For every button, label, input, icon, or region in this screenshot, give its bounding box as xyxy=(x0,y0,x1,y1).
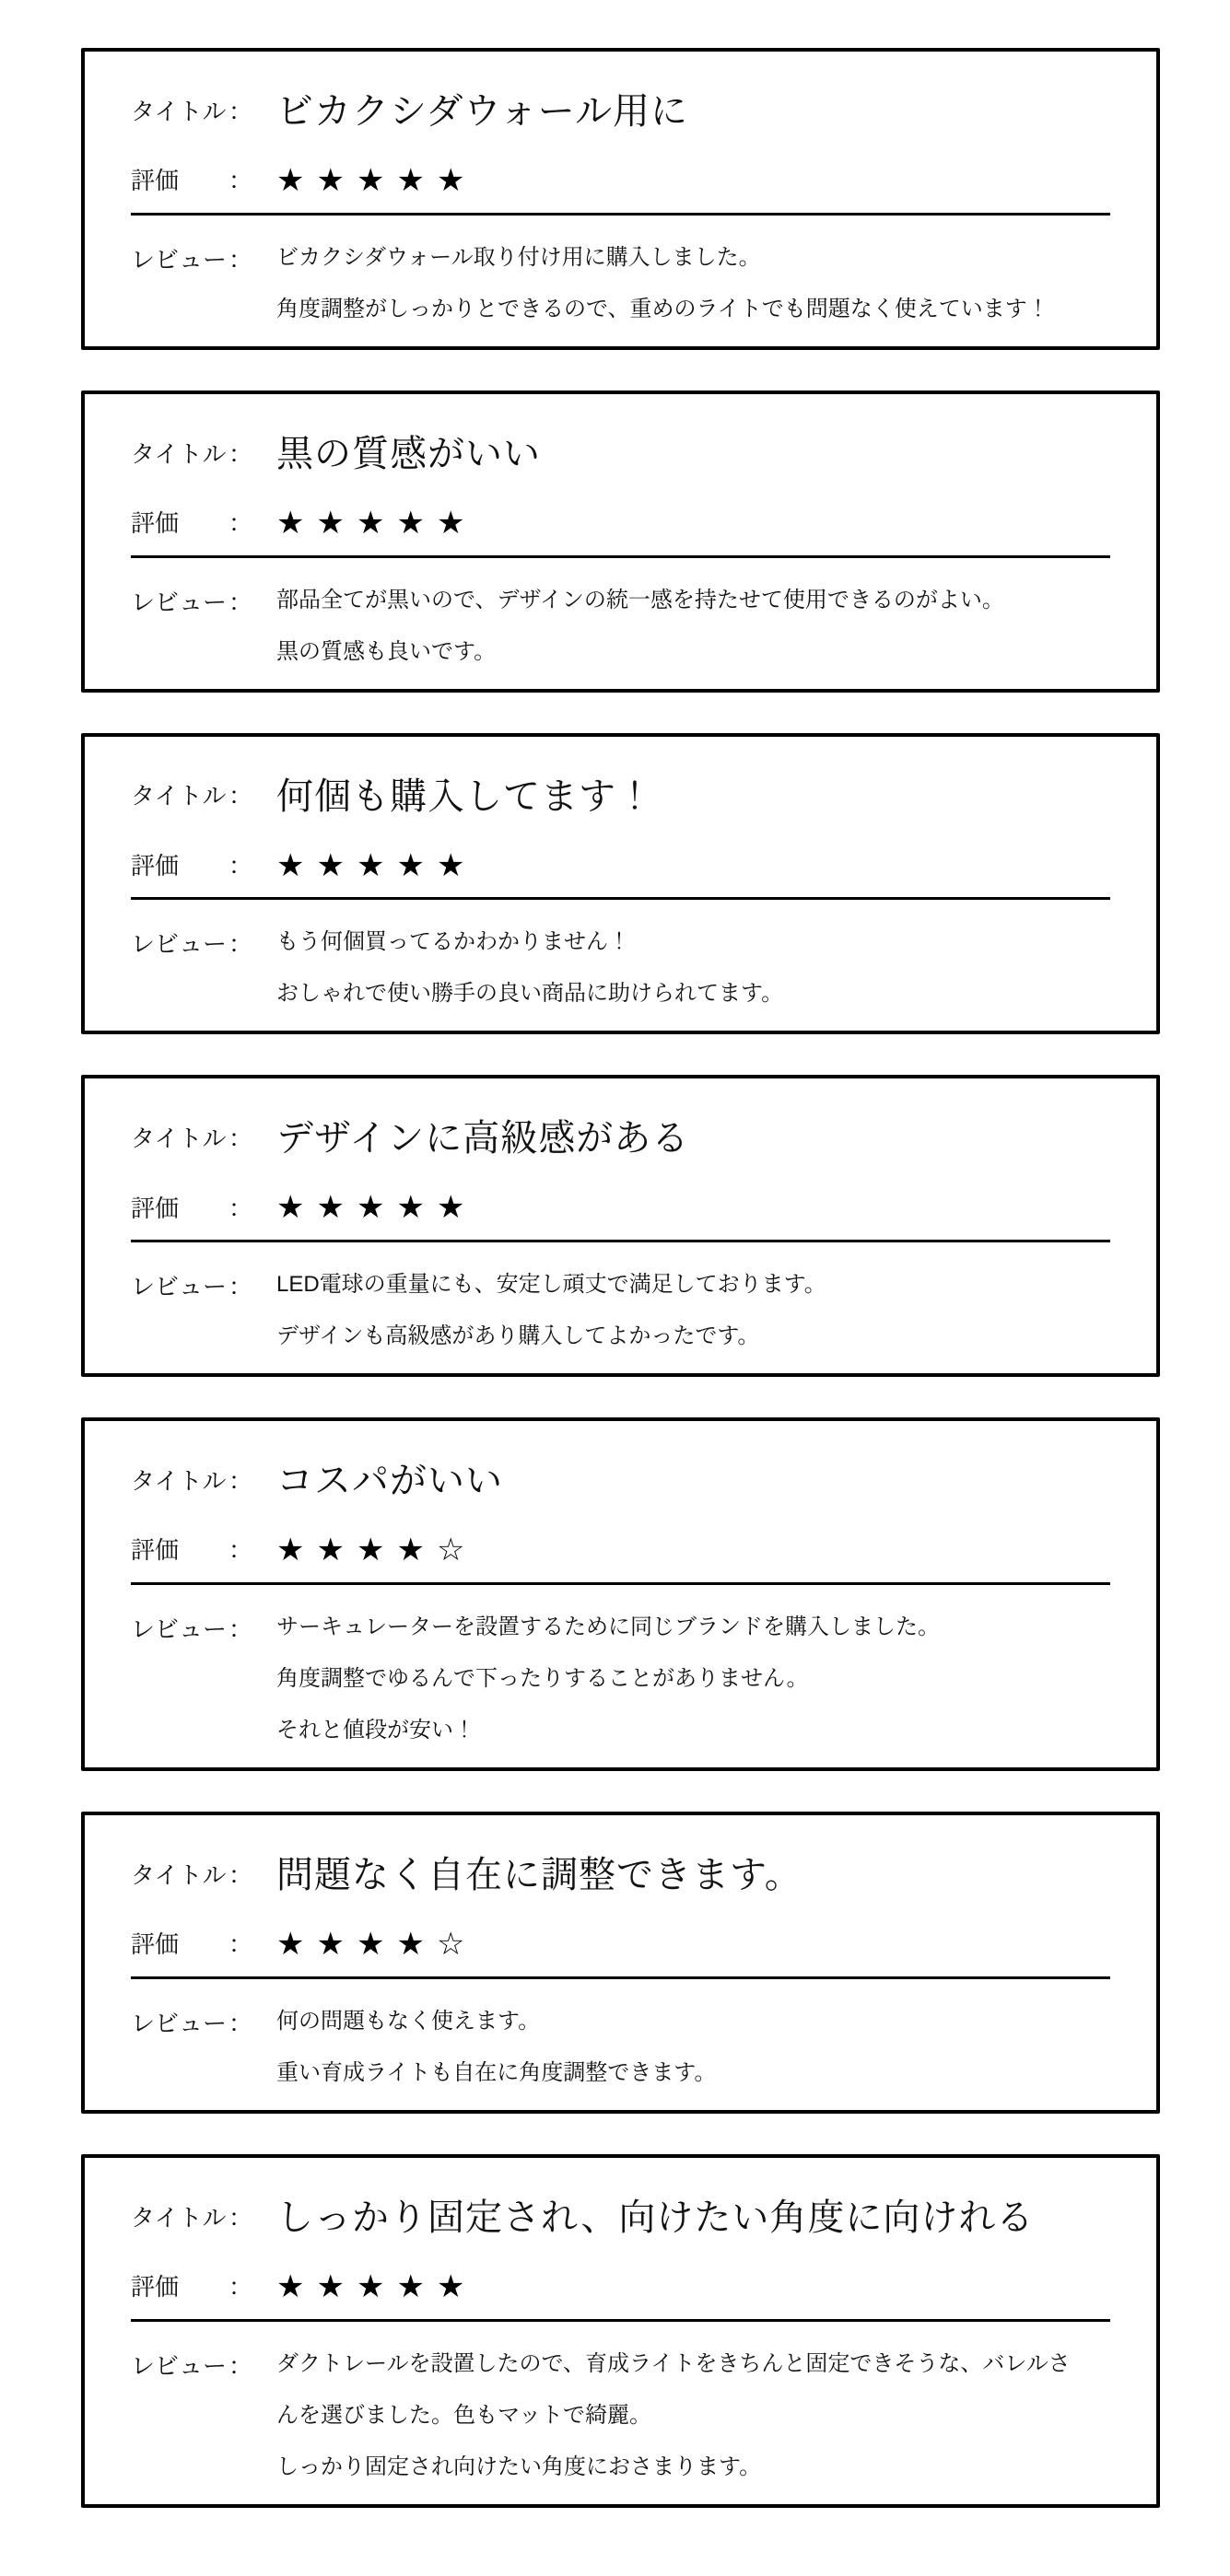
review-label xyxy=(131,243,252,276)
review-row xyxy=(131,916,1110,1020)
star-filled-icon: ★ xyxy=(316,505,357,541)
title-label-colon: ： xyxy=(228,1466,252,1495)
star-filled-icon: ★ xyxy=(396,2268,437,2304)
star-filled-icon: ★ xyxy=(276,505,317,541)
review-label xyxy=(131,1613,252,1646)
review-line: 重い育成ライトも自在に角度調整できます。 xyxy=(276,2059,717,2085)
star-filled-icon: ★ xyxy=(396,1190,437,1226)
star-filled-icon: ★ xyxy=(356,1926,397,1962)
rating-label-text: 評価 xyxy=(131,1194,180,1222)
review-line: それと値段が安い！ xyxy=(276,1717,475,1743)
review-row xyxy=(131,1259,1110,1362)
rating-label xyxy=(131,849,252,882)
star-filled-icon: ★ xyxy=(356,1533,397,1568)
review-line: おしゃれで使い勝手の良い商品に助けられてます。 xyxy=(276,981,784,1007)
review-title: しっかり固定され、向けたい角度に向けれる xyxy=(276,2197,1035,2238)
rating-row xyxy=(131,505,1110,542)
star-rating xyxy=(276,847,476,885)
star-filled-icon: ★ xyxy=(436,163,477,198)
rating-label-text: 評価 xyxy=(131,509,180,537)
review-row xyxy=(131,1996,1110,2099)
star-filled-icon: ★ xyxy=(276,1190,317,1226)
review-body xyxy=(276,2338,1110,2493)
review-line: 部品全てが黒いので、デザインの統一感を持たせて使用できるのがよい。 xyxy=(276,587,1004,612)
review-cards-container xyxy=(81,48,1160,2508)
review-line: もう何個買ってるかわかりません！ xyxy=(276,929,630,955)
review-line: ビカクシダウォール取り付け用に購入しました。 xyxy=(276,244,761,270)
review-card xyxy=(81,1075,1160,1377)
review-line: しっかり固定され向けたい角度におさまります。 xyxy=(276,2454,762,2479)
star-filled-icon: ★ xyxy=(356,163,397,198)
star-filled-icon: ★ xyxy=(316,847,357,883)
review-title: 黒の質感がいい xyxy=(276,433,541,474)
title-label xyxy=(131,2201,252,2234)
rating-label xyxy=(131,164,252,197)
rating-row xyxy=(131,847,1110,885)
rating-label-colon: ： xyxy=(228,1536,252,1565)
title-row xyxy=(131,1115,1110,1161)
review-label-text: レビュー xyxy=(131,2009,228,2037)
review-body xyxy=(276,1602,1110,1756)
title-label xyxy=(131,1122,252,1155)
review-body xyxy=(276,232,1110,335)
star-filled-icon: ★ xyxy=(316,1926,357,1962)
rating-label-colon: ： xyxy=(228,851,252,880)
review-row xyxy=(131,2338,1110,2493)
title-label-text: タイトル xyxy=(131,1860,227,1889)
title-label xyxy=(131,437,252,471)
rating-label xyxy=(131,1928,252,1961)
review-line: んを選びました。色もマットで綺麗。 xyxy=(276,2402,652,2428)
title-label-colon: ： xyxy=(228,97,252,125)
star-filled-icon: ★ xyxy=(436,1190,477,1226)
review-title: 問題なく自在に調整できます。 xyxy=(276,1854,802,1895)
review-title: ビカクシダウォール用に xyxy=(276,91,688,132)
star-filled-icon: ★ xyxy=(396,847,437,883)
review-row xyxy=(131,575,1110,678)
divider xyxy=(131,897,1110,900)
star-filled-icon: ★ xyxy=(356,847,397,883)
title-label-colon: ： xyxy=(228,439,252,468)
star-empty-icon: ☆ xyxy=(436,1533,477,1568)
title-label-text: タイトル xyxy=(131,782,227,810)
star-filled-icon: ★ xyxy=(316,163,357,198)
review-title: デザインに高級感がある xyxy=(276,1118,690,1160)
star-filled-icon: ★ xyxy=(276,2268,317,2304)
review-line: 何の問題もなく使えます。 xyxy=(276,2008,541,2034)
review-label-colon: ： xyxy=(228,2009,252,2037)
star-filled-icon: ★ xyxy=(316,1533,357,1568)
star-filled-icon: ★ xyxy=(276,1926,317,1962)
title-label-colon: ： xyxy=(228,782,252,810)
rating-label xyxy=(131,507,252,540)
divider xyxy=(131,2319,1110,2322)
review-label-colon: ： xyxy=(228,1614,252,1643)
star-filled-icon: ★ xyxy=(356,505,397,541)
title-row xyxy=(131,2195,1110,2241)
review-label xyxy=(131,1270,252,1303)
title-label-colon: ： xyxy=(228,2203,252,2232)
title-label xyxy=(131,95,252,128)
review-card xyxy=(81,1417,1160,1771)
star-filled-icon: ★ xyxy=(276,163,317,198)
star-filled-icon: ★ xyxy=(276,847,317,883)
review-card xyxy=(81,390,1160,693)
review-body xyxy=(276,575,1110,678)
title-label-text: タイトル xyxy=(131,1466,227,1495)
title-row xyxy=(131,1458,1110,1504)
star-filled-icon: ★ xyxy=(436,2268,477,2304)
divider xyxy=(131,1240,1110,1242)
review-label xyxy=(131,2349,252,2383)
rating-row xyxy=(131,2268,1110,2306)
star-rating xyxy=(276,505,476,542)
review-line: 角度調整でゆるんで下ったりすることがありません。 xyxy=(276,1665,809,1691)
review-label xyxy=(131,586,252,619)
star-rating xyxy=(276,1926,476,1964)
rating-label-colon: ： xyxy=(228,509,252,537)
rating-label-text: 評価 xyxy=(131,1930,180,1959)
star-filled-icon: ★ xyxy=(316,1190,357,1226)
review-body xyxy=(276,1996,1110,2099)
review-label-colon: ： xyxy=(228,245,252,274)
review-body xyxy=(276,916,1110,1020)
review-line: ダクトレールを設置したので、育成ライトをきちんと固定できそうな、バレルさ xyxy=(276,2350,1071,2376)
divider xyxy=(131,555,1110,558)
review-row xyxy=(131,232,1110,335)
title-row xyxy=(131,1852,1110,1898)
star-filled-icon: ★ xyxy=(276,1533,317,1568)
rating-label-colon: ： xyxy=(228,1930,252,1959)
title-label-text: タイトル xyxy=(131,97,227,125)
title-label-colon: ： xyxy=(228,1125,252,1153)
title-label-colon: ： xyxy=(228,1860,252,1889)
review-label-colon: ： xyxy=(228,1273,252,1301)
review-label-text: レビュー xyxy=(131,2351,228,2380)
title-label xyxy=(131,1859,252,1892)
star-rating xyxy=(276,1189,476,1227)
star-filled-icon: ★ xyxy=(316,2268,357,2304)
divider xyxy=(131,1582,1110,1585)
review-card xyxy=(81,1812,1160,2114)
star-filled-icon: ★ xyxy=(396,163,437,198)
title-row xyxy=(131,431,1110,477)
star-rating xyxy=(276,2268,476,2306)
rating-row xyxy=(131,162,1110,200)
review-label-text: レビュー xyxy=(131,1273,228,1301)
star-filled-icon: ★ xyxy=(436,505,477,541)
star-filled-icon: ★ xyxy=(356,2268,397,2304)
review-label-colon: ： xyxy=(228,930,252,959)
review-label-text: レビュー xyxy=(131,588,228,616)
review-label-text: レビュー xyxy=(131,245,228,274)
review-title: コスパがいい xyxy=(276,1461,503,1502)
star-empty-icon: ☆ xyxy=(436,1926,477,1962)
review-line: LED電球の重量にも、安定し頑丈で満足しております。 xyxy=(276,1272,826,1298)
rating-label xyxy=(131,1192,252,1225)
title-row xyxy=(131,774,1110,820)
star-filled-icon: ★ xyxy=(396,1926,437,1962)
title-label xyxy=(131,779,252,812)
rating-label-colon: ： xyxy=(228,1194,252,1222)
star-filled-icon: ★ xyxy=(356,1190,397,1226)
review-card xyxy=(81,48,1160,350)
star-rating xyxy=(276,1532,476,1569)
star-filled-icon: ★ xyxy=(436,847,477,883)
rating-label-text: 評価 xyxy=(131,1536,180,1565)
rating-row xyxy=(131,1189,1110,1227)
star-filled-icon: ★ xyxy=(396,1533,437,1568)
divider xyxy=(131,1976,1110,1979)
rating-label-text: 評価 xyxy=(131,851,180,880)
review-body xyxy=(276,1259,1110,1362)
review-label xyxy=(131,927,252,961)
review-line: 角度調整がしっかりとできるので、重めのライトでも問題なく使えています！ xyxy=(276,296,1049,321)
review-line: 黒の質感も良いです。 xyxy=(276,638,497,664)
rating-label xyxy=(131,2270,252,2303)
rating-label xyxy=(131,1533,252,1567)
star-rating xyxy=(276,162,476,200)
review-card xyxy=(81,733,1160,1035)
title-label-text: タイトル xyxy=(131,1125,227,1153)
star-filled-icon: ★ xyxy=(396,505,437,541)
review-row xyxy=(131,1602,1110,1756)
title-label xyxy=(131,1464,252,1498)
review-label-text: レビュー xyxy=(131,930,228,959)
review-label-text: レビュー xyxy=(131,1614,228,1643)
review-label-colon: ： xyxy=(228,588,252,616)
rating-label-text: 評価 xyxy=(131,2272,180,2301)
review-label-colon: ： xyxy=(228,2351,252,2380)
title-label-text: タイトル xyxy=(131,439,227,468)
review-label xyxy=(131,2007,252,2040)
divider xyxy=(131,213,1110,216)
rating-row xyxy=(131,1532,1110,1569)
review-line: サーキュレーターを設置するために同じブランドを購入しました。 xyxy=(276,1614,940,1639)
rating-label-colon: ： xyxy=(228,2272,252,2301)
rating-label-colon: ： xyxy=(228,167,252,195)
review-line: デザインも高級感があり購入してよかったです。 xyxy=(276,1323,760,1349)
rating-row xyxy=(131,1926,1110,1964)
title-row xyxy=(131,88,1110,134)
title-label-text: タイトル xyxy=(131,2203,227,2232)
review-title: 何個も購入してます！ xyxy=(276,775,654,817)
rating-label-text: 評価 xyxy=(131,167,180,195)
review-card xyxy=(81,2154,1160,2508)
